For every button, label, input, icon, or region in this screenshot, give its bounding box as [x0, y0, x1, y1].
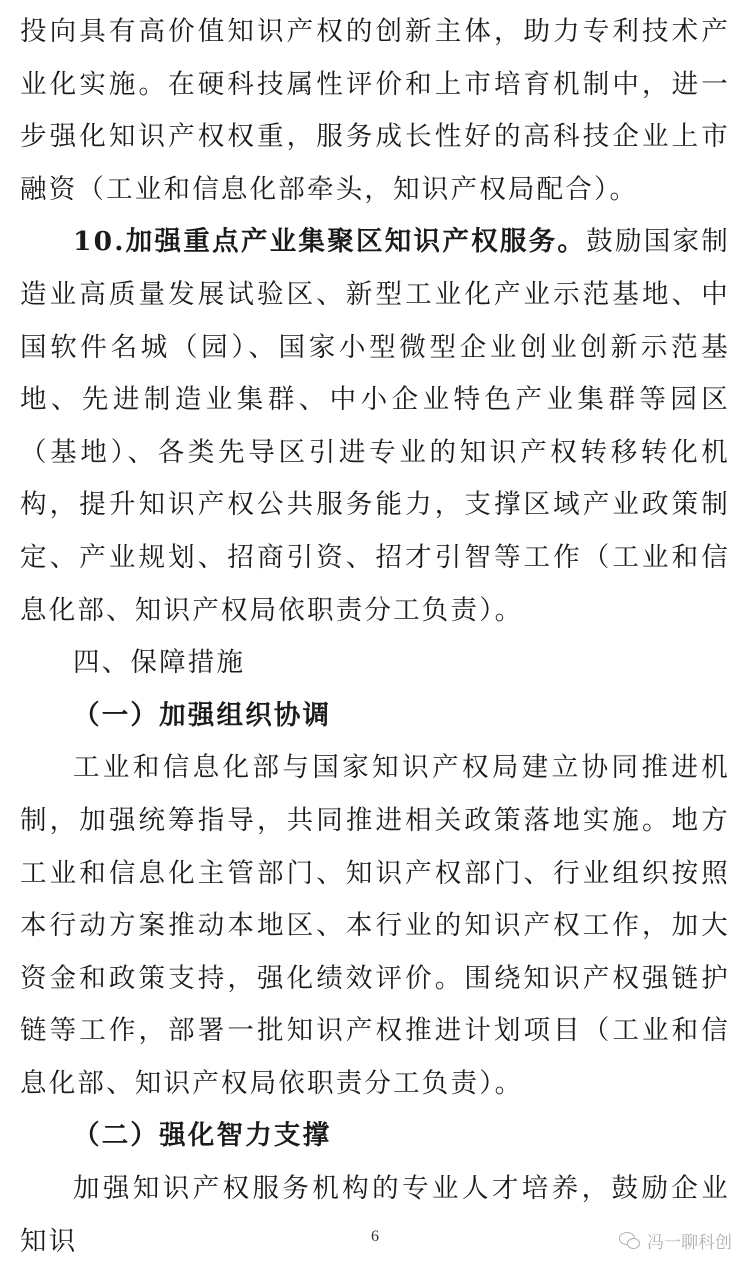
wechat-icon: [619, 1232, 641, 1250]
subsection-1-body: 工业和信息化部与国家知识产权局建立协同推进机制，加强统筹指导，共同推进相关政策落地实施。地方工业和信息化主管部门、知识产权部门、行业组织按照本行动方案推动本地区、本行业的知识产权工作，加大资金和政策支持，强化绩效评价。围绕知识产权强链护链等工作，部署一批知识产权推进计划项目（工业和信息化部、知识产权局依职责分工负责）。: [20, 752, 730, 1099]
section-4-heading: 四、保障措施: [73, 647, 246, 679]
subsection-2-heading: （二）强化智力支撑: [73, 1120, 332, 1152]
document-body: [20, 6, 730, 1268]
watermark-text: 冯一聊科创: [647, 1233, 732, 1253]
subsection-1-heading: （一）加强组织协调: [73, 699, 332, 731]
item-10-paragraph: [20, 216, 730, 637]
item-10-body: 鼓励国家制造业高质量发展试验区、新型工业化产业示范基地、中国软件名城（园）、国家小型微型企业创业创新示范基地、先进制造业集群、中小企业特色产业集群等园区（基地）、各类先导区引进专业的知识产权转移转化机构，提升知识产权公共服务能力，支撑区域产业政策制定、产业规划、招商引资、招才引智等工作（工业和信息化部、知识产权局依职责分工负责）。: [20, 226, 731, 626]
paragraph-1: 投向具有高价值知识产权的创新主体，助力专利技术产业化实施。在硬科技属性评价和上市培育机制中，进一步强化知识产权权重，服务成长性好的高科技企业上市融资（工业和信息化部牵头，知识产权局配合）。: [20, 16, 730, 205]
page-number: 6: [371, 1228, 379, 1245]
item-10-title: 10.加强重点产业集聚区知识产权服务。: [73, 226, 587, 258]
subsection-2-body: 加强知识产权服务机构的专业人才培养，鼓励企业知识: [20, 1173, 730, 1257]
watermark: [619, 1228, 732, 1253]
